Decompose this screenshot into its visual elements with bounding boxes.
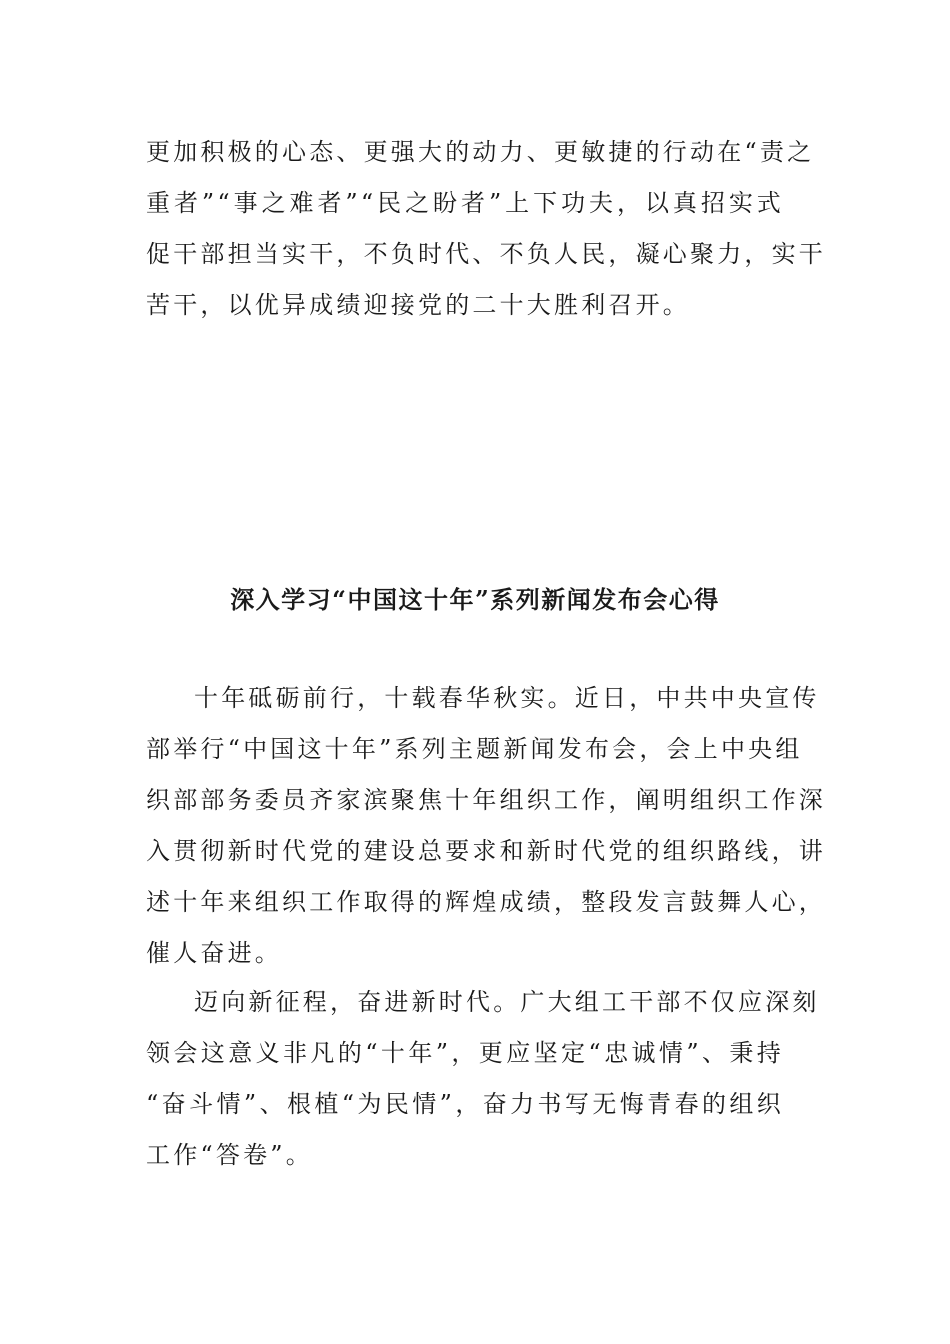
paragraph-line: 入贯彻新时代党的建设总要求和新时代党的组织路线，讲 — [146, 837, 826, 865]
paragraph-line: 催人奋进。 — [146, 939, 282, 967]
paragraph-line: 述十年来组织工作取得的辉煌成绩，整段发言鼓舞人心， — [146, 888, 826, 916]
continued-paragraph — [146, 127, 826, 331]
paragraph-line: 重者”“事之难者”“民之盼者”上下功夫，以真招实式 — [146, 189, 784, 217]
paragraph-line: 苦干，以优异成绩迎接党的二十大胜利召开。 — [146, 291, 690, 319]
article-paragraph-1 — [146, 673, 826, 979]
paragraph-line: 促干部担当实干，不负时代、不负人民，凝心聚力，实干 — [146, 240, 826, 268]
article-title: 深入学习“中国这十年”系列新闻发布会心得 — [230, 585, 720, 614]
paragraph-line: 工作“答卷”。 — [146, 1141, 313, 1169]
paragraph-line: 部举行“中国这十年”系列主题新闻发布会，会上中央组 — [146, 735, 803, 763]
paragraph-line: 十年砥砺前行，十载春华秋实。近日，中共中央宣传 — [194, 684, 820, 712]
paragraph-line: 织部部务委员齐家滨聚焦十年组织工作，阐明组织工作深 — [146, 786, 826, 814]
paragraph-line: 领会这意义非凡的“十年”，更应坚定“忠诚情”、秉持 — [146, 1039, 784, 1067]
paragraph-line: 更加积极的心态、更强大的动力、更敏捷的行动在“责之 — [146, 138, 815, 166]
paragraph-line: 迈向新征程，奋进新时代。广大组工干部不仅应深刻 — [194, 988, 820, 1016]
article-paragraph-2 — [146, 977, 820, 1181]
paragraph-line: “奋斗情”、根植“为民情”，奋力书写无悔青春的组织 — [146, 1090, 784, 1118]
